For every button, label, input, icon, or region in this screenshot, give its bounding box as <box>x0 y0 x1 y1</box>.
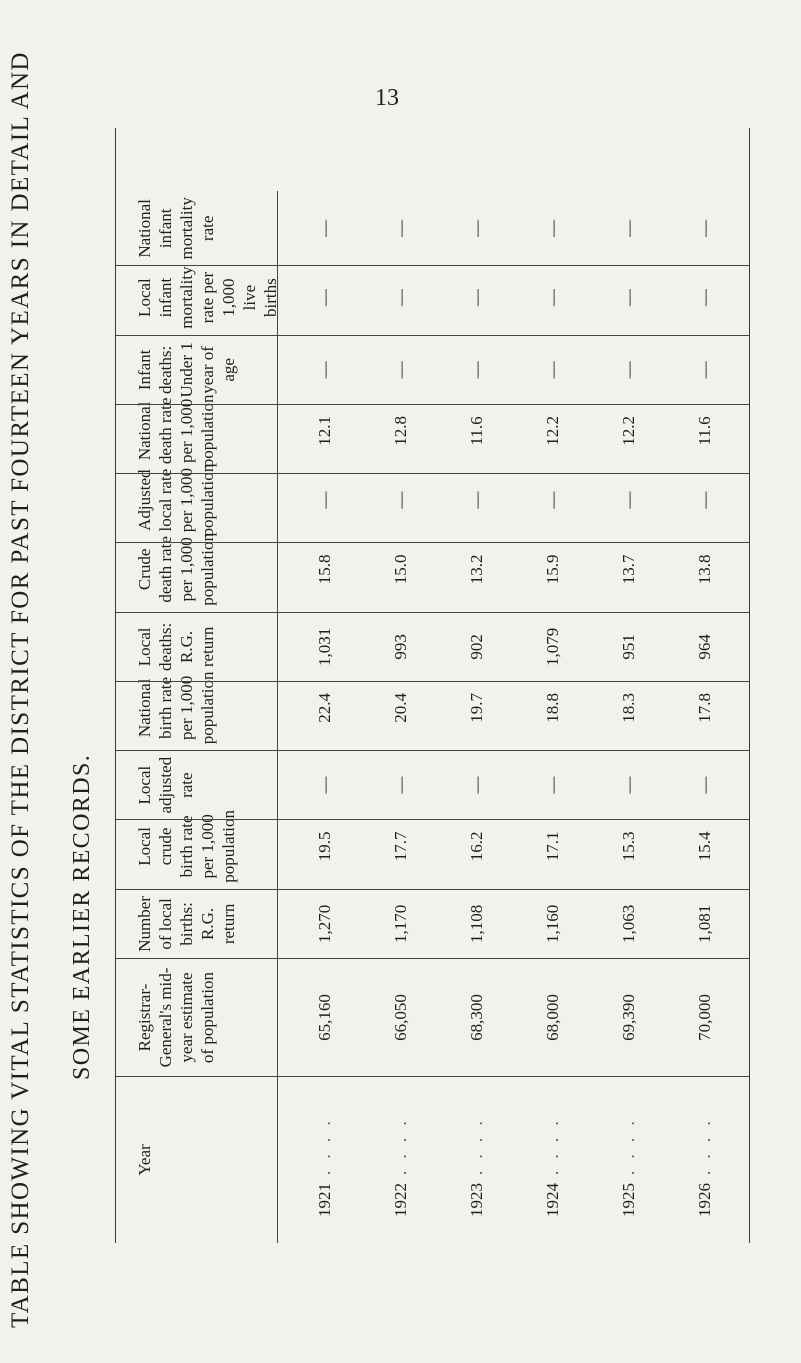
column-body <box>278 613 749 681</box>
column-header: National infant mortality rate <box>116 191 278 265</box>
table-cell: 1,160 <box>543 904 563 943</box>
column-header: Local infant mortality rate per 1,000 live births <box>116 260 278 334</box>
leader-dots: . . . . <box>390 1117 410 1175</box>
table-cell: 12.2 <box>619 416 639 446</box>
table-cell: 902 <box>466 634 486 660</box>
column-body <box>278 890 749 958</box>
table-cell: 951 <box>619 634 639 660</box>
year-value: 1926 <box>695 1183 715 1217</box>
table-cell: 17.8 <box>695 693 715 723</box>
table-cell: 17.7 <box>390 831 410 862</box>
table-cell: 15.8 <box>314 554 334 585</box>
table-cell: — <box>619 776 639 794</box>
table-cell: — <box>619 289 639 307</box>
statistics-table-wrapper <box>115 128 750 1243</box>
table-cell: 12.2 <box>543 416 563 446</box>
table-cell: 1,170 <box>390 904 410 943</box>
table-cell <box>591 1077 667 1243</box>
table-cell: 993 <box>390 634 410 660</box>
table-cell: 12.1 <box>314 416 334 446</box>
year-value: 1924 <box>543 1183 563 1217</box>
column-nat_birth <box>116 671 749 751</box>
table-cell: 18.8 <box>543 693 563 723</box>
table-cell: — <box>543 776 563 794</box>
table-cell: 1,108 <box>466 904 486 943</box>
table-cell: 15.9 <box>543 554 563 585</box>
table-cell: — <box>314 491 334 509</box>
table-cell: — <box>695 219 715 237</box>
table-cell: 11.6 <box>695 416 715 446</box>
column-crude_birth <box>116 810 749 890</box>
table-cell <box>362 1077 438 1243</box>
column-header: Crude death rate per 1,000 population <box>116 527 278 612</box>
leader-dots: . . . . <box>314 1117 334 1175</box>
table-cell: 66,050 <box>390 994 410 1041</box>
page-number: 13 <box>375 85 399 111</box>
year-value: 1922 <box>390 1183 410 1217</box>
column-infant_deaths <box>116 336 749 405</box>
column-births <box>116 890 749 959</box>
table-cell: 1,081 <box>695 904 715 943</box>
table-cell: — <box>390 776 410 794</box>
table-cell: 16.2 <box>466 831 486 862</box>
column-header: Year <box>116 1077 278 1243</box>
table-cell <box>286 1077 362 1243</box>
table-cell: — <box>314 219 334 237</box>
table-cell: — <box>695 361 715 379</box>
table-cell: — <box>543 219 563 237</box>
table-cell <box>438 1077 514 1243</box>
table-cell: 68,000 <box>543 994 563 1041</box>
table-cell: 964 <box>695 634 715 660</box>
table-title <box>0 0 110 1363</box>
year-value: 1921 <box>314 1183 334 1217</box>
table-cell: — <box>466 289 486 307</box>
table-cell: — <box>466 361 486 379</box>
column-pop <box>116 959 749 1077</box>
table-cell: 1,079 <box>543 627 563 666</box>
column-body <box>278 959 749 1076</box>
column-header: National death rate per 1,000 population <box>116 389 278 474</box>
table-cell: 13.8 <box>695 554 715 585</box>
table-cell: 15.4 <box>695 831 715 862</box>
leader-dots: . . . . <box>619 1117 639 1175</box>
column-body <box>278 336 749 404</box>
column-year <box>116 1077 749 1243</box>
column-header: Number of local births: R.G. return <box>116 890 278 958</box>
leader-dots: . . . . <box>695 1117 715 1175</box>
table-cell: — <box>695 776 715 794</box>
column-nat_death <box>116 394 749 474</box>
table-cell: — <box>390 289 410 307</box>
title-line-2: SOME EARLIER RECORDS. <box>69 753 95 1080</box>
table-cell: 13.2 <box>466 554 486 585</box>
table-cell: 13.7 <box>619 554 639 585</box>
table-cell: 1,031 <box>314 627 334 666</box>
column-body <box>278 751 749 820</box>
table-cell: 15.3 <box>619 831 639 862</box>
table-cell: — <box>390 491 410 509</box>
column-header: Registrar-General's mid-year estimate of population <box>116 959 278 1076</box>
table-cell: 1,270 <box>314 904 334 943</box>
column-adj_birth <box>116 751 749 820</box>
column-body <box>278 260 749 334</box>
table-cell: 17.1 <box>543 831 563 862</box>
table-cell: — <box>695 491 715 509</box>
table-cell: — <box>543 491 563 509</box>
column-adj_death <box>116 463 749 543</box>
column-crude_death <box>116 533 749 613</box>
table-cell: 19.7 <box>466 693 486 723</box>
table-cell: — <box>314 776 334 794</box>
table-cell: — <box>543 289 563 307</box>
column-header: National birth rate per 1,000 population <box>116 666 278 751</box>
column-body <box>278 191 749 265</box>
leader-dots: . . . . <box>466 1117 486 1175</box>
column-deaths <box>116 613 749 682</box>
column-header: Local adjusted rate <box>116 751 278 820</box>
table-cell: — <box>314 361 334 379</box>
table-cell: 70,000 <box>695 994 715 1041</box>
column-body <box>278 1077 749 1243</box>
leader-dots: . . . . <box>543 1117 563 1175</box>
table-cell: 20.4 <box>390 693 410 723</box>
table-cell: 12.8 <box>390 416 410 446</box>
table-cell: — <box>390 219 410 237</box>
column-header: Adjusted local rate per 1,000 population <box>116 458 278 543</box>
table-cell: — <box>314 289 334 307</box>
table-cell: — <box>466 491 486 509</box>
year-value: 1925 <box>619 1183 639 1217</box>
column-local_infant <box>116 267 749 336</box>
table-cell: — <box>619 361 639 379</box>
table-cell: 11.6 <box>466 416 486 446</box>
table-cell <box>514 1077 590 1243</box>
table-cell: — <box>466 776 486 794</box>
table-cell: — <box>695 289 715 307</box>
table-cell: 19.5 <box>314 831 334 862</box>
year-value: 1923 <box>466 1183 486 1217</box>
table-cell: 22.4 <box>314 693 334 723</box>
table-cell: 18.3 <box>619 693 639 723</box>
column-nat_infant <box>116 197 749 266</box>
title-line-1: TABLE SHOWING VITAL STATISTICS OF THE DISTRICT FOR PAST FOURTEEN YEARS IN DETAIL AND <box>7 51 34 1328</box>
table-cell: 1,063 <box>619 904 639 943</box>
table-cell: — <box>466 219 486 237</box>
column-header: Local crude birth rate per 1,000 population <box>116 804 278 889</box>
table-cell: — <box>619 219 639 237</box>
table-cell: 68,300 <box>466 994 486 1041</box>
table-cell: — <box>619 491 639 509</box>
table-cell: 69,390 <box>619 994 639 1041</box>
table-cell: — <box>543 361 563 379</box>
column-header: Infant deaths: Under 1 year of age <box>116 336 278 404</box>
table-cell <box>667 1077 743 1243</box>
table-cell: — <box>390 361 410 379</box>
table-cell: 65,160 <box>314 994 334 1041</box>
column-header: Local deaths: R.G. return <box>116 613 278 681</box>
table-cell: 15.0 <box>390 554 410 585</box>
statistics-table <box>115 128 750 1243</box>
